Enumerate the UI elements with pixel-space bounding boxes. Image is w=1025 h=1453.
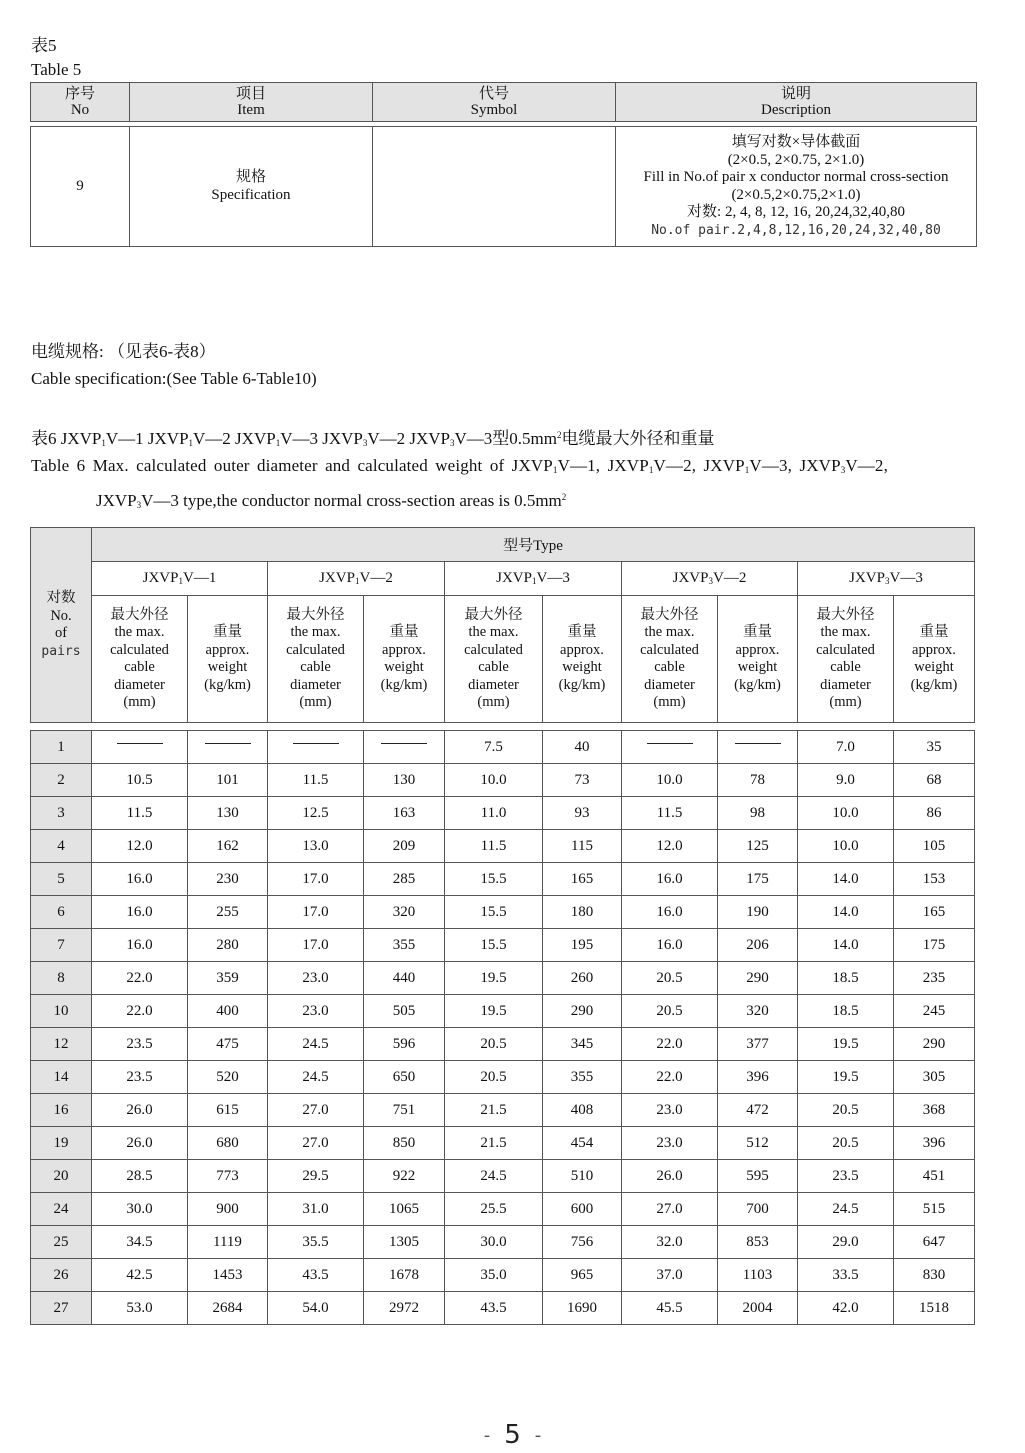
table-cell: 24.5 — [268, 1061, 364, 1094]
table-cell: 830 — [894, 1259, 975, 1292]
table-cell: 230 — [188, 863, 268, 896]
table-cell: 175 — [718, 863, 798, 896]
table-cell: 505 — [364, 995, 445, 1028]
table-cell: 615 — [188, 1094, 268, 1127]
pairs-cell: 1 — [31, 731, 92, 764]
weight-header: 重量 approx. weight (kg/km) — [718, 596, 798, 723]
table-cell: 245 — [894, 995, 975, 1028]
table-cell — [364, 731, 445, 764]
table-cell: 10.0 — [445, 764, 543, 797]
table-cell: 15.5 — [445, 929, 543, 962]
table-cell: 22.0 — [622, 1028, 718, 1061]
table-cell: 922 — [364, 1160, 445, 1193]
table-cell: 756 — [543, 1226, 622, 1259]
header-no: 序号 No — [31, 83, 130, 122]
pairs-cell: 8 — [31, 962, 92, 995]
table-cell: 515 — [894, 1193, 975, 1226]
table-cell: 153 — [894, 863, 975, 896]
table-cell: 21.5 — [445, 1127, 543, 1160]
table-row — [31, 1226, 975, 1259]
table-cell: 25.5 — [445, 1193, 543, 1226]
table-cell: 11.5 — [92, 797, 188, 830]
type-header: 型号Type — [92, 528, 975, 562]
table-cell: 101 — [188, 764, 268, 797]
cell-no: 9 — [31, 127, 130, 247]
type-jxvp1v-3: $JXVP_1V—3$ — [445, 562, 622, 596]
table-cell: 472 — [718, 1094, 798, 1127]
table-cell: 19.5 — [798, 1061, 894, 1094]
pairs-cell: 4 — [31, 830, 92, 863]
table-cell: 10.5 — [92, 764, 188, 797]
table-cell: 19.5 — [798, 1028, 894, 1061]
spec-heading-zh: 电缆规格: （见表6-表8） — [31, 342, 216, 361]
table-cell: 16.0 — [92, 896, 188, 929]
table-cell: 15.5 — [445, 863, 543, 896]
table-cell: 9.0 — [798, 764, 894, 797]
table-cell: 17.0 — [268, 863, 364, 896]
table-cell: 29.5 — [268, 1160, 364, 1193]
table-cell: 130 — [364, 764, 445, 797]
table-cell: 1103 — [718, 1259, 798, 1292]
dash-mark — [205, 743, 251, 744]
table-cell: 23.5 — [92, 1028, 188, 1061]
type-jxvp3v-3: $JXVP_3V—3$ — [798, 562, 975, 596]
type-jxvp1v-2: $JXVP_1V—2$ — [268, 562, 445, 596]
table-cell: 28.5 — [92, 1160, 188, 1193]
cell-symbol — [373, 127, 616, 247]
pairs-cell: 3 — [31, 797, 92, 830]
table-cell: 53.0 — [92, 1292, 188, 1325]
pairs-cell: 26 — [31, 1259, 92, 1292]
table-cell: 31.0 — [268, 1193, 364, 1226]
spec-heading-en: Cable specification:(See Table 6-Table10) — [31, 369, 317, 388]
table-cell: 14.0 — [798, 896, 894, 929]
pairs-cell: 19 — [31, 1127, 92, 1160]
table-cell: 43.5 — [445, 1292, 543, 1325]
table-row — [31, 764, 975, 797]
table-cell: 260 — [543, 962, 622, 995]
table-cell: 115 — [543, 830, 622, 863]
table6-title-en-line1: Table 6 Max. calculated outer diameter and calculated weight of $JXVP_1V—1$, $JXVP_1V—2$, $JXVP_1V—3$, $JXVP_3V—2$, — [31, 456, 888, 475]
table-cell: 20.5 — [798, 1094, 894, 1127]
type-jxvp3v-2: $JXVP_3V—2$ — [622, 562, 798, 596]
table-cell: 1119 — [188, 1226, 268, 1259]
table-cell: 235 — [894, 962, 975, 995]
table-cell: 255 — [188, 896, 268, 929]
table-cell: 33.5 — [798, 1259, 894, 1292]
table-cell: 396 — [718, 1061, 798, 1094]
table-row — [31, 929, 975, 962]
pairs-cell: 16 — [31, 1094, 92, 1127]
table-cell: 680 — [188, 1127, 268, 1160]
table-cell: 20.5 — [798, 1127, 894, 1160]
table5-caption-zh: 表5 — [31, 36, 57, 55]
table-row — [31, 995, 975, 1028]
cell-description: 填写对数×导体截面 (2×0.5, 2×0.75, 2×1.0) Fill in No.of pair x conductor normal cross-section (2×0.5,2×0.75,2×1.0) 对数: 2, 4, 8, 12, 16, 20,24,32,40,80 No.of pair.2,4,8,12,16,20,24,32,40,80 — [616, 127, 977, 247]
table-cell: 1518 — [894, 1292, 975, 1325]
table6-body — [30, 730, 975, 1325]
cell-item: 规格 Specification — [130, 127, 373, 247]
table-cell — [622, 731, 718, 764]
table-cell: 23.0 — [268, 995, 364, 1028]
table-cell: 17.0 — [268, 896, 364, 929]
table6-title-zh: 表6 $JXVP_1V—1$ $JXVP_1V—2$ $JXVP_1V—3$ $JXVP_3V—2$ $JXVP_3V—3$型$0.5mm^2$电缆最大外径和重量 — [31, 429, 715, 448]
table-cell: 23.5 — [92, 1061, 188, 1094]
table-cell: 20.5 — [622, 962, 718, 995]
table-cell: 35.0 — [445, 1259, 543, 1292]
table-cell: 1065 — [364, 1193, 445, 1226]
table-cell — [92, 731, 188, 764]
dash-mark — [381, 743, 427, 744]
diameter-header: 最大外径 the max. calculated cable diameter (mm) — [622, 596, 718, 723]
dash-mark — [293, 743, 339, 744]
table-cell: 451 — [894, 1160, 975, 1193]
table-cell: 21.5 — [445, 1094, 543, 1127]
table-row — [31, 1160, 975, 1193]
pairs-cell: 25 — [31, 1226, 92, 1259]
table-cell: 30.0 — [445, 1226, 543, 1259]
table-cell: 180 — [543, 896, 622, 929]
table-cell: 965 — [543, 1259, 622, 1292]
type-jxvp1v-1: $JXVP_1V—1$ — [92, 562, 268, 596]
table-cell: 15.5 — [445, 896, 543, 929]
table-cell: 285 — [364, 863, 445, 896]
table-cell: 86 — [894, 797, 975, 830]
table-row — [31, 797, 975, 830]
table-row — [31, 962, 975, 995]
table-cell: 195 — [543, 929, 622, 962]
table-cell: 290 — [894, 1028, 975, 1061]
table-cell: 10.0 — [798, 830, 894, 863]
table-cell: 26.0 — [622, 1160, 718, 1193]
table-cell: 11.5 — [445, 830, 543, 863]
weight-header: 重量 approx. weight (kg/km) — [543, 596, 622, 723]
table-row — [31, 896, 975, 929]
table-cell: 12.0 — [622, 830, 718, 863]
table-cell: 98 — [718, 797, 798, 830]
pairs-header: 对数 No. of pairs — [31, 528, 92, 723]
table-cell: 377 — [718, 1028, 798, 1061]
table-cell: 400 — [188, 995, 268, 1028]
table-cell: 23.5 — [798, 1160, 894, 1193]
table-cell: 19.5 — [445, 995, 543, 1028]
table-cell: 1678 — [364, 1259, 445, 1292]
table-cell: 43.5 — [268, 1259, 364, 1292]
table-cell: 595 — [718, 1160, 798, 1193]
table-cell: 290 — [718, 962, 798, 995]
table-cell: 165 — [543, 863, 622, 896]
table-cell: 2684 — [188, 1292, 268, 1325]
table-row — [31, 1259, 975, 1292]
table-cell: 14.0 — [798, 929, 894, 962]
table-cell: 1305 — [364, 1226, 445, 1259]
table-row — [31, 1094, 975, 1127]
pairs-cell: 14 — [31, 1061, 92, 1094]
table-cell: 18.5 — [798, 995, 894, 1028]
pairs-cell: 10 — [31, 995, 92, 1028]
table-cell: 11.5 — [622, 797, 718, 830]
table-cell: 78 — [718, 764, 798, 797]
table-cell: 190 — [718, 896, 798, 929]
table-cell: 40 — [543, 731, 622, 764]
table-row — [31, 863, 975, 896]
table-cell: 10.0 — [622, 764, 718, 797]
table5-body — [30, 126, 977, 247]
table-cell: 13.0 — [268, 830, 364, 863]
table-cell: 37.0 — [622, 1259, 718, 1292]
table-cell: 30.0 — [92, 1193, 188, 1226]
table-cell: 206 — [718, 929, 798, 962]
header-description: 说明 Description — [616, 83, 977, 122]
table-cell: 175 — [894, 929, 975, 962]
weight-header: 重量 approx. weight (kg/km) — [188, 596, 268, 723]
table-row — [31, 127, 977, 247]
pairs-cell: 6 — [31, 896, 92, 929]
table-cell: 16.0 — [92, 863, 188, 896]
table-row — [31, 1292, 975, 1325]
table-cell: 700 — [718, 1193, 798, 1226]
table-row — [31, 731, 975, 764]
table-cell: 520 — [188, 1061, 268, 1094]
table-cell: 359 — [188, 962, 268, 995]
pairs-cell: 24 — [31, 1193, 92, 1226]
table-cell: 54.0 — [268, 1292, 364, 1325]
table-cell: 35.5 — [268, 1226, 364, 1259]
table-cell: 165 — [894, 896, 975, 929]
table-cell: 773 — [188, 1160, 268, 1193]
table-cell: 355 — [364, 929, 445, 962]
table5-header — [30, 82, 977, 122]
table-cell: 20.5 — [445, 1061, 543, 1094]
table-cell: 853 — [718, 1226, 798, 1259]
table-cell: 19.5 — [445, 962, 543, 995]
table-cell: 17.0 — [268, 929, 364, 962]
table-cell: 130 — [188, 797, 268, 830]
table-cell — [268, 731, 364, 764]
table-cell: 2972 — [364, 1292, 445, 1325]
table-cell: 20.5 — [445, 1028, 543, 1061]
table-cell: 512 — [718, 1127, 798, 1160]
table-cell: 27.0 — [622, 1193, 718, 1226]
table-cell: 16.0 — [622, 896, 718, 929]
table-row — [31, 1127, 975, 1160]
table-cell: 440 — [364, 962, 445, 995]
table-cell: 14.0 — [798, 863, 894, 896]
pairs-cell: 5 — [31, 863, 92, 896]
table-cell: 900 — [188, 1193, 268, 1226]
table-cell: 105 — [894, 830, 975, 863]
table-cell: 408 — [543, 1094, 622, 1127]
table-cell: 24.5 — [445, 1160, 543, 1193]
diameter-header: 最大外径 the max. calculated cable diameter (mm) — [92, 596, 188, 723]
table-cell: 368 — [894, 1094, 975, 1127]
table-cell: 68 — [894, 764, 975, 797]
page-number: - 5 - — [483, 1420, 542, 1450]
table-cell: 27.0 — [268, 1094, 364, 1127]
table-row — [31, 1193, 975, 1226]
table-cell: 162 — [188, 830, 268, 863]
table-cell: 26.0 — [92, 1127, 188, 1160]
table-cell — [718, 731, 798, 764]
table-cell: 1453 — [188, 1259, 268, 1292]
table-cell: 305 — [894, 1061, 975, 1094]
table-cell: 355 — [543, 1061, 622, 1094]
diameter-header: 最大外径 the max. calculated cable diameter (mm) — [445, 596, 543, 723]
table-cell: 22.0 — [92, 995, 188, 1028]
table6-header — [30, 527, 975, 723]
pairs-cell: 27 — [31, 1292, 92, 1325]
table-cell: 12.0 — [92, 830, 188, 863]
table-cell: 209 — [364, 830, 445, 863]
table-cell: 20.5 — [622, 995, 718, 1028]
table-cell: 454 — [543, 1127, 622, 1160]
table-cell: 10.0 — [798, 797, 894, 830]
table-cell: 647 — [894, 1226, 975, 1259]
table-cell: 510 — [543, 1160, 622, 1193]
table-cell: 93 — [543, 797, 622, 830]
table-cell: 16.0 — [92, 929, 188, 962]
table-cell: 280 — [188, 929, 268, 962]
table-cell: 32.0 — [622, 1226, 718, 1259]
table-cell: 42.0 — [798, 1292, 894, 1325]
table-cell: 396 — [894, 1127, 975, 1160]
diameter-header: 最大外径 the max. calculated cable diameter (mm) — [268, 596, 364, 723]
table-cell: 24.5 — [268, 1028, 364, 1061]
table-cell: 751 — [364, 1094, 445, 1127]
table-cell: 850 — [364, 1127, 445, 1160]
table-cell: 7.0 — [798, 731, 894, 764]
table-cell: 11.0 — [445, 797, 543, 830]
weight-header: 重量 approx. weight (kg/km) — [364, 596, 445, 723]
pairs-cell: 20 — [31, 1160, 92, 1193]
table-cell: 596 — [364, 1028, 445, 1061]
table-cell: 125 — [718, 830, 798, 863]
table-cell: 163 — [364, 797, 445, 830]
dash-mark — [647, 743, 693, 744]
table-cell: 24.5 — [798, 1193, 894, 1226]
table-cell: 45.5 — [622, 1292, 718, 1325]
table-cell: 29.0 — [798, 1226, 894, 1259]
table5-caption-en: Table 5 — [31, 60, 82, 79]
table-row — [31, 1028, 975, 1061]
table-cell: 12.5 — [268, 797, 364, 830]
weight-header: 重量 approx. weight (kg/km) — [894, 596, 975, 723]
pairs-cell: 12 — [31, 1028, 92, 1061]
table-cell: 16.0 — [622, 863, 718, 896]
header-symbol: 代号 Symbol — [373, 83, 616, 122]
table-cell: 34.5 — [92, 1226, 188, 1259]
table-cell: 11.5 — [268, 764, 364, 797]
table-cell: 23.0 — [268, 962, 364, 995]
table-cell: 320 — [718, 995, 798, 1028]
table-cell: 16.0 — [622, 929, 718, 962]
table-row — [31, 830, 975, 863]
table-cell: 1690 — [543, 1292, 622, 1325]
table-cell: 23.0 — [622, 1127, 718, 1160]
table-cell: 18.5 — [798, 962, 894, 995]
table-cell: 7.5 — [445, 731, 543, 764]
table-cell: 475 — [188, 1028, 268, 1061]
table-cell: 27.0 — [268, 1127, 364, 1160]
table-cell: 26.0 — [92, 1094, 188, 1127]
table-cell: 35 — [894, 731, 975, 764]
diameter-header: 最大外径 the max. calculated cable diameter (mm) — [798, 596, 894, 723]
table-cell: 600 — [543, 1193, 622, 1226]
table-cell: 320 — [364, 896, 445, 929]
header-item: 项目 Item — [130, 83, 373, 122]
table-cell: 73 — [543, 764, 622, 797]
table-cell: 650 — [364, 1061, 445, 1094]
table-cell: 22.0 — [622, 1061, 718, 1094]
pairs-cell: 7 — [31, 929, 92, 962]
table-cell: 290 — [543, 995, 622, 1028]
dash-mark — [735, 743, 781, 744]
table6-title-en-line2: $JXVP_3V—3$ type,the conductor normal cross-section areas is $0.5mm^2$ — [96, 491, 567, 510]
table-cell: 23.0 — [622, 1094, 718, 1127]
table-cell: 345 — [543, 1028, 622, 1061]
table-cell: 42.5 — [92, 1259, 188, 1292]
table-row — [31, 1061, 975, 1094]
pairs-cell: 2 — [31, 764, 92, 797]
table-cell: 2004 — [718, 1292, 798, 1325]
dash-mark — [117, 743, 163, 744]
table-cell — [188, 731, 268, 764]
table-cell: 22.0 — [92, 962, 188, 995]
